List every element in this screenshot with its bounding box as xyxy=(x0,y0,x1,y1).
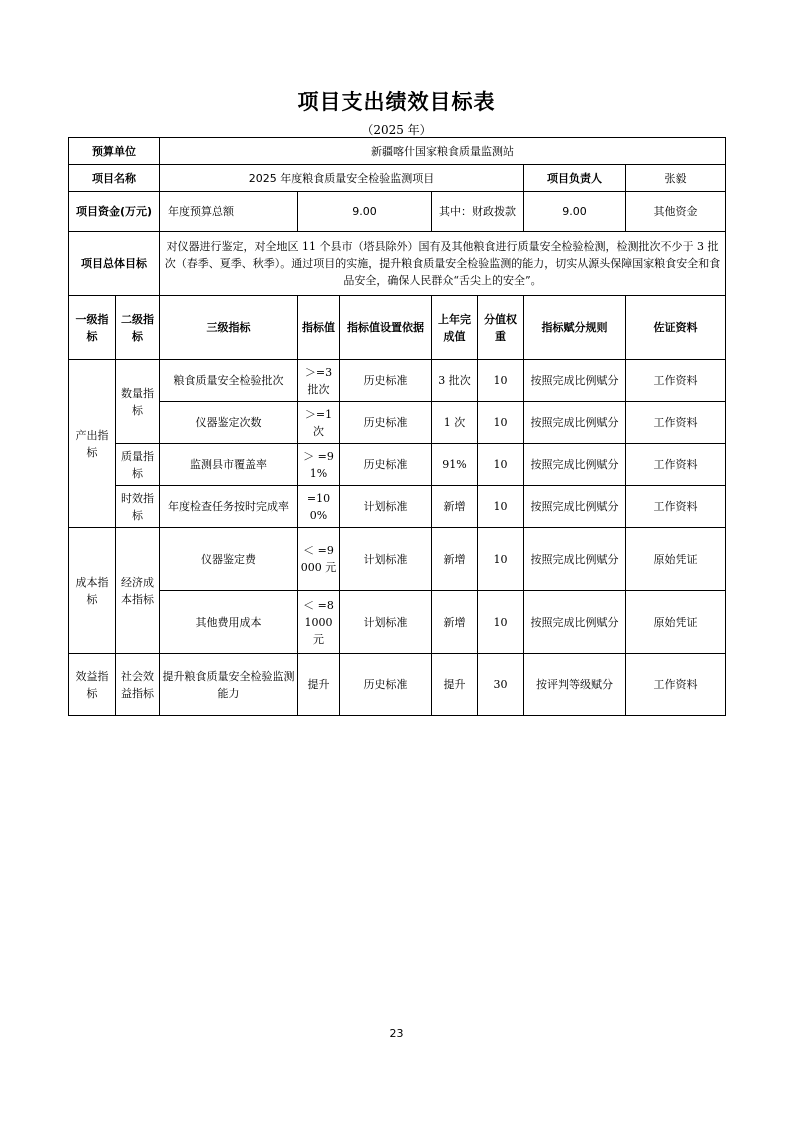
fiscal-allocation-value: 9.00 xyxy=(524,192,626,232)
header-weight: 分值权重 xyxy=(478,296,524,360)
project-name-row xyxy=(69,165,726,192)
table-row xyxy=(69,486,726,528)
table-row xyxy=(69,444,726,486)
header-evidence: 佐证资料 xyxy=(626,296,726,360)
header-row xyxy=(69,296,726,360)
subgroup-quality: 质量指标 xyxy=(116,444,160,486)
header-basis: 指标值设置依据 xyxy=(340,296,432,360)
row-6-value: 提升 xyxy=(298,654,340,716)
year-label: （2025 年） xyxy=(361,123,432,137)
project-leader-label: 项目负责人 xyxy=(524,165,626,192)
page-number: 23 xyxy=(389,1027,404,1040)
subgroup-quantity: 数量指标 xyxy=(116,360,160,444)
project-name-value: 2025 年度粮食质量安全检验监测项目 xyxy=(160,165,524,192)
overall-goal-label: 项目总体目标 xyxy=(69,232,160,296)
row-2-weight: 10 xyxy=(478,444,524,486)
row-4-name: 仪器鉴定费 xyxy=(160,528,298,591)
row-5-value: ＜ =81000 元 xyxy=(298,591,340,654)
row-1-last: 1 次 xyxy=(432,402,478,444)
row-0-evidence: 工作资料 xyxy=(626,360,726,402)
table-row xyxy=(69,591,726,654)
row-3-basis: 计划标准 xyxy=(340,486,432,528)
row-2-basis: 历史标准 xyxy=(340,444,432,486)
page-title: 项目支出绩效目标表 xyxy=(297,89,496,114)
subgroup-social: 社会效益指标 xyxy=(116,654,160,716)
row-1-basis: 历史标准 xyxy=(340,402,432,444)
row-2-name: 监测县市覆盖率 xyxy=(160,444,298,486)
row-6-rule: 按评判等级赋分 xyxy=(524,654,626,716)
row-5-basis: 计划标准 xyxy=(340,591,432,654)
row-0-last: 3 批次 xyxy=(432,360,478,402)
row-0-basis: 历史标准 xyxy=(340,360,432,402)
row-6-evidence: 工作资料 xyxy=(626,654,726,716)
table-row xyxy=(69,528,726,591)
row-3-weight: 10 xyxy=(478,486,524,528)
row-3-rule: 按照完成比例赋分 xyxy=(524,486,626,528)
row-4-evidence: 原始凭证 xyxy=(626,528,726,591)
row-6-last: 提升 xyxy=(432,654,478,716)
row-1-weight: 10 xyxy=(478,402,524,444)
subgroup-timeliness: 时效指标 xyxy=(116,486,160,528)
row-2-value: ＞ =91% xyxy=(298,444,340,486)
row-5-evidence: 原始凭证 xyxy=(626,591,726,654)
row-3-last: 新增 xyxy=(432,486,478,528)
row-5-last: 新增 xyxy=(432,591,478,654)
row-0-name: 粮食质量安全检验批次 xyxy=(160,360,298,402)
unit-value: 新疆喀什国家粮食质量监测站 xyxy=(160,138,726,165)
group-output: 产出指标 xyxy=(69,360,116,528)
table-row xyxy=(69,402,726,444)
row-4-rule: 按照完成比例赋分 xyxy=(524,528,626,591)
unit-row xyxy=(69,138,726,165)
row-2-evidence: 工作资料 xyxy=(626,444,726,486)
row-5-name: 其他费用成本 xyxy=(160,591,298,654)
row-3-name: 年度检查任务按时完成率 xyxy=(160,486,298,528)
header-rule: 指标赋分规则 xyxy=(524,296,626,360)
annual-budget-value: 9.00 xyxy=(298,192,432,232)
row-1-rule: 按照完成比例赋分 xyxy=(524,402,626,444)
row-4-basis: 计划标准 xyxy=(340,528,432,591)
row-4-weight: 10 xyxy=(478,528,524,591)
header-value: 指标值 xyxy=(298,296,340,360)
row-6-basis: 历史标准 xyxy=(340,654,432,716)
row-4-last: 新增 xyxy=(432,528,478,591)
row-6-weight: 30 xyxy=(478,654,524,716)
group-cost: 成本指标 xyxy=(69,528,116,654)
row-5-weight: 10 xyxy=(478,591,524,654)
row-6-name: 提升粮食质量安全检验监测能力 xyxy=(160,654,298,716)
fiscal-allocation-label: 其中：财政拨款 xyxy=(432,192,524,232)
row-2-rule: 按照完成比例赋分 xyxy=(524,444,626,486)
annual-budget-label: 年度预算总额 xyxy=(160,192,298,232)
other-funds-label: 其他资金 xyxy=(626,192,726,232)
row-2-last: 91% xyxy=(432,444,478,486)
overall-goal-text: 对仪器进行鉴定，对全地区 11 个县市（塔县除外）国有及其他粮食进行质量安全检验检测，检测批次不少于 3 批次（春季、夏季、秋季）。通过项目的实施，提升粮食质量安全检验监测的能力，切实从源头保障国家粮食安全和食品安全，确保人民群众“舌尖上的安全”。 xyxy=(160,232,726,296)
subgroup-economic: 经济成本指标 xyxy=(116,528,160,654)
row-0-weight: 10 xyxy=(478,360,524,402)
project-leader-value: 张毅 xyxy=(626,165,726,192)
row-3-evidence: 工作资料 xyxy=(626,486,726,528)
funds-row xyxy=(69,192,726,232)
group-benefit: 效益指标 xyxy=(69,654,116,716)
row-1-value: ＞=1 次 xyxy=(298,402,340,444)
row-3-value: =100% xyxy=(298,486,340,528)
table-row xyxy=(69,654,726,716)
header-level2: 二级指标 xyxy=(116,296,160,360)
performance-table xyxy=(68,137,726,716)
row-5-rule: 按照完成比例赋分 xyxy=(524,591,626,654)
header-last-year: 上年完成值 xyxy=(432,296,478,360)
header-level3: 三级指标 xyxy=(160,296,298,360)
header-level1: 一级指标 xyxy=(69,296,116,360)
project-name-label: 项目名称 xyxy=(69,165,160,192)
row-4-value: ＜ =9000 元 xyxy=(298,528,340,591)
unit-label: 预算单位 xyxy=(69,138,160,165)
funds-label: 项目资金(万元) xyxy=(69,192,160,232)
row-0-rule: 按照完成比例赋分 xyxy=(524,360,626,402)
overall-goal-row xyxy=(69,232,726,296)
row-1-evidence: 工作资料 xyxy=(626,402,726,444)
table-row xyxy=(69,360,726,402)
row-0-value: ＞=3 批次 xyxy=(298,360,340,402)
row-1-name: 仪器鉴定次数 xyxy=(160,402,298,444)
